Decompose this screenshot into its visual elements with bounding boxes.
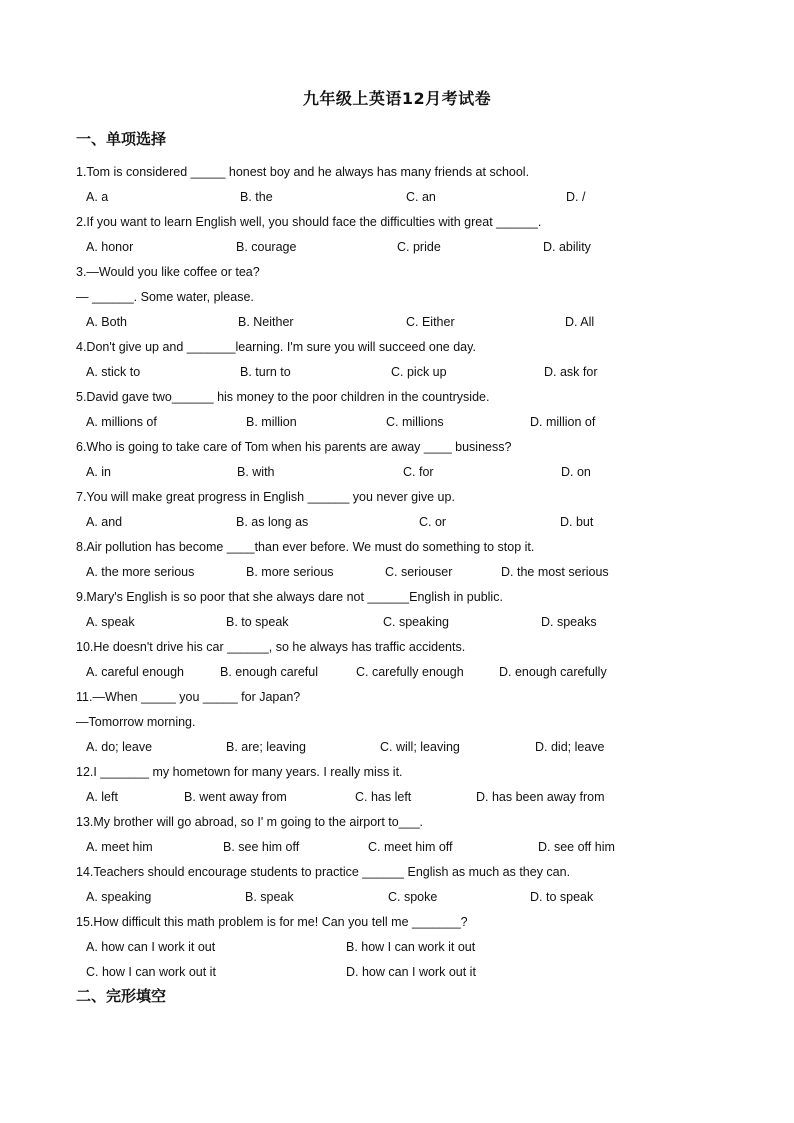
question-2 [76, 210, 736, 260]
question-text: 2.If you want to learn English well, you should face the difficulties with great ______. [76, 215, 542, 229]
section-heading-cloze: 二、完形填空 [76, 987, 167, 1005]
answer-option[interactable]: C. seriouser [385, 565, 453, 579]
answer-option[interactable]: B. Neither [238, 315, 294, 329]
answer-option[interactable]: A. a [86, 190, 109, 204]
question-6 [76, 435, 736, 485]
question-text: 9.Mary's English is so poor that she always dare not ______English in public. [76, 590, 503, 604]
answer-option[interactable]: C. pride [397, 240, 441, 254]
question-text: — ______. Some water, please. [76, 290, 254, 304]
option-row [76, 835, 736, 860]
answer-option[interactable]: D. speaks [541, 615, 597, 629]
answer-option[interactable]: D. how can I work out it [346, 965, 476, 979]
answer-option[interactable]: B. are; leaving [226, 740, 306, 754]
answer-option[interactable]: C. meet him off [368, 840, 453, 854]
answer-option[interactable]: B. speak [245, 890, 294, 904]
answer-option[interactable]: D. ability [543, 240, 591, 254]
question-text: 15.How difficult this math problem is for me! Can you tell me _______? [76, 915, 468, 929]
section-heading-multiple-choice: 一、单项选择 [76, 130, 167, 148]
page-title: 九年级上英语12月考试卷 [302, 89, 492, 108]
answer-option[interactable]: D. / [566, 190, 586, 204]
question-text: 6.Who is going to take care of Tom when his parents are away ____ business? [76, 440, 512, 454]
answer-option[interactable]: C. carefully enough [356, 665, 464, 679]
answer-option[interactable]: D. to speak [530, 890, 594, 904]
question-15 [76, 910, 736, 985]
question-8 [76, 535, 736, 585]
question-12 [76, 760, 736, 810]
answer-option[interactable]: B. with [237, 465, 275, 479]
question-text: 11.—When _____ you _____ for Japan? [76, 690, 301, 704]
answer-option[interactable]: B. see him off [223, 840, 300, 854]
question-13 [76, 810, 736, 860]
answer-option[interactable]: A. speaking [86, 890, 152, 904]
answer-option[interactable]: B. more serious [246, 565, 334, 579]
answer-option[interactable]: C. millions [386, 415, 444, 429]
question-11 [76, 685, 736, 760]
question-10 [76, 635, 736, 685]
answer-option[interactable]: D. the most serious [501, 565, 609, 579]
answer-option[interactable]: A. left [86, 790, 118, 804]
option-row [76, 935, 736, 960]
question-3 [76, 260, 736, 335]
question-list [76, 160, 736, 985]
answer-option[interactable]: C. has left [355, 790, 412, 804]
option-row [76, 560, 736, 585]
answer-option[interactable]: C. Either [406, 315, 455, 329]
answer-option[interactable]: C. how I can work out it [86, 965, 216, 979]
question-text: 13.My brother will go abroad, so I' m going to the airport to___. [76, 815, 424, 829]
answer-option[interactable]: A. meet him [86, 840, 153, 854]
question-text: 5.David gave two______ his money to the poor children in the countryside. [76, 390, 490, 404]
answer-option[interactable]: C. will; leaving [380, 740, 460, 754]
answer-option[interactable]: B. the [240, 190, 273, 204]
answer-option[interactable]: D. ask for [544, 365, 598, 379]
answer-option[interactable]: A. Both [86, 315, 127, 329]
question-text: 3.—Would you like coffee or tea? [76, 265, 260, 279]
answer-option[interactable]: A. careful enough [86, 665, 184, 679]
option-row [76, 360, 736, 385]
option-row [76, 735, 736, 760]
answer-option[interactable]: D. but [560, 515, 594, 529]
answer-option[interactable]: A. and [86, 515, 123, 529]
answer-option[interactable]: A. in [86, 465, 112, 479]
question-text: 8.Air pollution has become ____than ever before. We must do something to stop it. [76, 540, 535, 554]
answer-option[interactable]: A. stick to [86, 365, 141, 379]
answer-option[interactable]: B. went away from [184, 790, 287, 804]
option-row [76, 885, 736, 910]
option-row [76, 960, 736, 985]
answer-option[interactable]: D. see off him [538, 840, 615, 854]
answer-option[interactable]: C. for [403, 465, 434, 479]
option-row [76, 460, 736, 485]
answer-option[interactable]: B. million [246, 415, 297, 429]
answer-option[interactable]: C. spoke [388, 890, 438, 904]
answer-option[interactable]: D. million of [530, 415, 596, 429]
option-row [76, 660, 736, 685]
question-text: 1.Tom is considered _____ honest boy and he always has many friends at school. [76, 165, 530, 179]
answer-option[interactable]: C. an [406, 190, 436, 204]
answer-option[interactable]: C. or [419, 515, 447, 529]
answer-option[interactable]: D. did; leave [535, 740, 605, 754]
question-14 [76, 860, 736, 910]
question-text: 14.Teachers should encourage students to practice ______ English as much as they can. [76, 865, 571, 879]
answer-option[interactable]: A. speak [86, 615, 135, 629]
answer-option[interactable]: A. millions of [86, 415, 157, 429]
option-row [76, 610, 736, 635]
answer-option[interactable]: D. All [565, 315, 595, 329]
answer-option[interactable]: B. as long as [236, 515, 309, 529]
option-row [76, 235, 736, 260]
question-1 [76, 160, 736, 210]
answer-option[interactable]: A. the more serious [86, 565, 195, 579]
question-text: 4.Don't give up and _______learning. I'm sure you will succeed one day. [76, 340, 476, 354]
answer-option[interactable]: B. enough careful [220, 665, 318, 679]
answer-option[interactable]: C. speaking [383, 615, 450, 629]
question-text: —Tomorrow morning. [76, 715, 196, 729]
option-row [76, 185, 736, 210]
answer-option[interactable]: A. how can I work it out [86, 940, 216, 954]
question-7 [76, 485, 736, 535]
answer-option[interactable]: D. on [561, 465, 591, 479]
question-text: 10.He doesn't drive his car ______, so he always has traffic accidents. [76, 640, 466, 654]
answer-option[interactable]: B. courage [236, 240, 297, 254]
answer-option[interactable]: D. has been away from [476, 790, 605, 804]
question-text: 12.I _______ my hometown for many years. I really miss it. [76, 765, 403, 779]
question-4 [76, 335, 736, 385]
question-9 [76, 585, 736, 635]
option-row [76, 410, 736, 435]
option-row [76, 510, 736, 535]
answer-option[interactable]: C. pick up [391, 365, 447, 379]
answer-option[interactable]: B. turn to [240, 365, 291, 379]
answer-option[interactable]: A. honor [86, 240, 134, 254]
question-text: 7.You will make great progress in English ______ you never give up. [76, 490, 455, 504]
answer-option[interactable]: B. to speak [226, 615, 289, 629]
answer-option[interactable]: A. do; leave [86, 740, 153, 754]
option-row [76, 310, 736, 335]
option-row [76, 785, 736, 810]
answer-option[interactable]: D. enough carefully [499, 665, 607, 679]
answer-option[interactable]: B. how I can work it out [346, 940, 476, 954]
question-5 [76, 385, 736, 435]
